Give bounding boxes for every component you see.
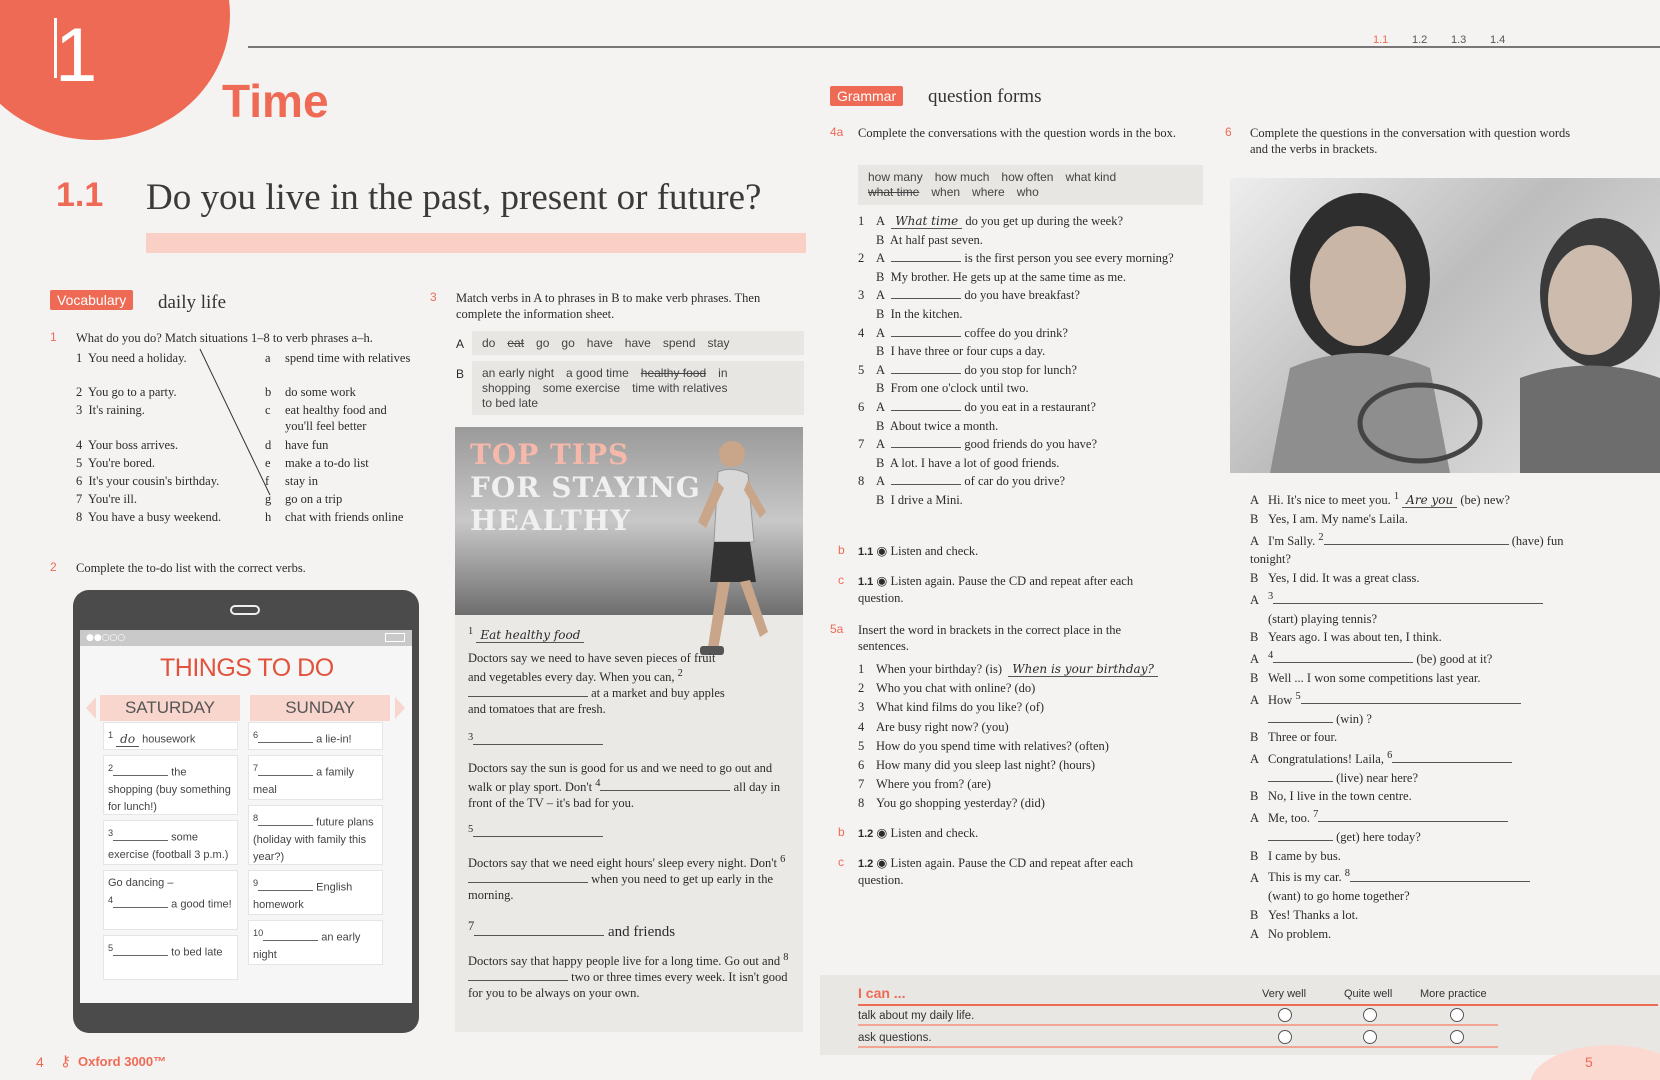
vocabulary-tag: Vocabulary <box>50 290 133 310</box>
conversation-item: 3 A do you have breakfast? <box>858 288 1080 303</box>
ex4a-items <box>858 212 1198 510</box>
dialogue-line: A How $^5$ (win) ? <box>1250 688 1580 729</box>
battery-icon <box>385 633 405 642</box>
word-box-a: do eat go go have have spend stay <box>472 331 804 355</box>
conversation-reply: B My brother. He gets up at the same time as me. <box>876 269 1126 284</box>
radio-more-practice[interactable] <box>1450 1030 1464 1044</box>
ex3-instruction: Match verbs in A to phrases in B to make verb phrases. Then complete the information sheet. <box>456 291 761 321</box>
todo-cell[interactable]: $^8$ future plans (holiday with family this year?) <box>248 805 383 865</box>
ex5b-text: 1.2 ◉ Listen and check. <box>858 826 979 840</box>
radio-quite-well[interactable] <box>1363 1030 1377 1044</box>
dialogue-line: B No, I live in the town centre. <box>1250 789 1412 804</box>
sentence-item: 8 You go shopping yesterday? (did) <box>858 796 1045 811</box>
key-icon: ⚷ <box>60 1053 71 1070</box>
situation-item: 6 It's your cousin's birthday. <box>76 474 220 488</box>
radio-more-practice[interactable] <box>1450 1008 1464 1022</box>
phrase-item: d have fun <box>265 438 329 452</box>
todo-cell[interactable]: $^9$ English homework <box>248 870 383 915</box>
situation-item: 5 You're bored. <box>76 456 155 470</box>
match-line <box>195 345 275 505</box>
dialogue-line: B I came by bus. <box>1250 848 1341 863</box>
nav-1-4[interactable]: 1.4 <box>1490 34 1506 46</box>
dialogue-line: A $^4$ (be) good at it? <box>1250 650 1493 667</box>
question-word-box: how many how much how often what kind what time when where who <box>858 165 1203 205</box>
sentence-item: 3 What kind films do you like? (of) <box>858 700 1045 715</box>
ex4c-number: c <box>838 573 844 587</box>
ex4a-number: 4a <box>830 125 844 139</box>
box-b-label: B <box>456 367 465 381</box>
conversation-reply: B I drive a Mini. <box>876 492 963 507</box>
conversation-reply: B I have three or four cups a day. <box>876 344 1046 359</box>
ex5c-number: c <box>838 855 844 869</box>
todo-title: THINGS TO DO <box>160 654 334 682</box>
grammar-title: question forms <box>928 86 1042 107</box>
signal-icon: ●●○○○ <box>86 633 126 643</box>
radio-very-well[interactable] <box>1278 1030 1292 1044</box>
lesson-title: Do you live in the past, present or future? <box>146 177 762 218</box>
todo-cell[interactable]: $^{10}$ an early night <box>248 920 383 965</box>
ican-col-very-well: Very well <box>1262 988 1307 1000</box>
ican-row: talk about my daily life. <box>858 1010 1498 1026</box>
tip-5-heading: 5 <box>468 822 603 841</box>
tablet-status-bar <box>80 630 412 646</box>
dialogue-line: B Yes, I did. It was a great class. <box>1250 571 1420 586</box>
sentence-item: 1 When your birthday? (is) When is your birthday? <box>858 660 1208 679</box>
dialogue-line: B Years ago. I was about ten, I think. <box>1250 630 1442 645</box>
lesson-band <box>146 233 806 253</box>
todo-cell[interactable]: $^2$ the shopping (buy something for lunch!) <box>103 755 238 815</box>
ex5a-number: 5a <box>830 622 844 636</box>
ex4b-number: b <box>838 543 845 557</box>
tips-title: TOP TIPS FOR STAYING HEALTHY <box>470 438 701 537</box>
ex2-instruction: Complete the to-do list with the correct verbs. <box>76 561 306 575</box>
dialogue-line: B Yes, I am. My name's Laila. <box>1250 511 1408 526</box>
ex1-number: 1 <box>50 330 57 344</box>
ican-rule <box>858 1004 1658 1006</box>
page-number-right: 5 <box>1585 1054 1593 1070</box>
todo-cell[interactable]: $^7$ a family meal <box>248 755 383 800</box>
word-box-b: an early night a good time healthy food in shopping some exercise time with relatives to bed late <box>472 361 804 415</box>
dialogue-line: A Me, too. $^7$ (get) here today? <box>1250 806 1580 847</box>
todo-day-saturday: SATURDAY <box>100 695 240 721</box>
tip-7-heading: $^7$ and friends <box>468 919 676 940</box>
situation-item: 4 Your boss arrives. <box>76 438 179 452</box>
todo-cell[interactable]: $^1$ do housework <box>103 722 238 750</box>
sentence-item: 7 Where you from? (are) <box>858 777 991 792</box>
conversation-item: 8 A of car do you drive? <box>858 474 1066 489</box>
dialogue-line: B Yes! Thanks a lot. <box>1250 908 1359 923</box>
phrase-item: g go on a trip <box>265 492 343 506</box>
ican-col-quite-well: Quite well <box>1344 988 1393 1000</box>
ex6-conversation <box>1250 488 1580 943</box>
sentence-item: 6 How many did you sleep last night? (hours) <box>858 758 1096 773</box>
phrase-item: f stay in <box>265 474 318 488</box>
dialogue-line: B Three or four. <box>1250 730 1338 745</box>
conversation-reply: B A lot. I have a lot of good friends. <box>876 455 1060 470</box>
top-rule <box>248 46 1660 48</box>
unit-circle <box>0 0 230 140</box>
conversation-item: 2 A is the first person you see every morning? <box>858 251 1174 266</box>
radio-quite-well[interactable] <box>1363 1008 1377 1022</box>
ex6-instruction: Complete the questions in the conversation with question words and the verbs in brackets. <box>1250 126 1571 156</box>
conversation-reply: B About twice a month. <box>876 418 999 433</box>
oxford-3000-logo: Oxford 3000™ <box>78 1054 167 1069</box>
dialogue-line: B Well ... I won some competitions last year. <box>1250 670 1481 685</box>
dialogue-line: A No problem. <box>1250 926 1332 941</box>
ex5a-items <box>858 660 1208 814</box>
dialogue-line: A This is my car. $^8$ (want) to go home together? <box>1250 865 1580 906</box>
situation-item: 8 You have a busy weekend. <box>76 510 222 524</box>
page-number-left: 4 <box>36 1054 44 1070</box>
dialogue-line: A $^3$ (start) playing tennis? <box>1250 588 1580 629</box>
sentence-item: 2 Who you chat with online? (do) <box>858 681 1036 696</box>
ex5c-text: 1.2 ◉ Listen again. Pause the CD and repeat after each question. <box>858 856 1134 887</box>
situation-item: 3 It's raining. <box>76 403 145 417</box>
audio-icon[interactable]: ◉ <box>876 574 888 588</box>
ex3-number: 3 <box>430 290 437 304</box>
tip-3-body: Doctors say the sun is good for us and we need to go out and walk or play sport. Don't $^4$ all day in front of the TV – it's bad for you. <box>468 761 781 811</box>
todo-cell[interactable]: $^3$ some exercise (football 3 p.m.) <box>103 820 238 865</box>
ex2-number: 2 <box>50 560 57 574</box>
sentence-item: 4 Are busy right now? (you) <box>858 719 1009 734</box>
nav-1-1[interactable]: 1.1 <box>1373 34 1389 46</box>
conversation-reply: B From one o'clock until two. <box>876 381 1029 396</box>
phrases-list <box>265 350 415 525</box>
prev-arrow-icon[interactable] <box>86 697 96 719</box>
ican-row: ask questions. <box>858 1032 1498 1048</box>
conversation-item: 7 A good friends do you have? <box>858 437 1098 452</box>
ex6-number: 6 <box>1225 125 1232 139</box>
ex4c-text: 1.1 ◉ Listen again. Pause the CD and repeat after each question. <box>858 574 1134 605</box>
ex1-instruction: What do you do? Match situations 1–8 to verb phrases a–h. <box>76 331 373 345</box>
conversation-item: 1 A What time do you get up during the week? <box>858 214 1124 228</box>
phrase-item: e make a to-do list <box>265 456 369 470</box>
nav-1-3[interactable]: 1.3 <box>1451 34 1467 46</box>
conversation-item: 5 A do you stop for lunch? <box>858 362 1077 377</box>
tip-3-heading: 3 <box>468 730 603 749</box>
lesson-number: 1.1 <box>56 176 104 214</box>
runner-figure-icon <box>690 432 770 687</box>
box-a-label: A <box>456 337 465 351</box>
tip-7-body: Doctors say that happy people live for a long time. Go out and $^8$ two or three times every week. It isn't good for you to be always on your own. <box>468 952 789 1001</box>
phrase-item: a spend time with relatives <box>265 351 411 365</box>
todo-cell[interactable]: $^5$ to bed late <box>103 935 238 980</box>
women-photo <box>1230 178 1660 473</box>
sentence-item: 5 How do you spend time with relatives? (often) <box>858 738 1109 753</box>
phrase-item: h chat with friends online <box>265 510 404 524</box>
phrase-item: b do some work <box>265 385 356 399</box>
nav-1-2[interactable]: 1.2 <box>1412 34 1428 46</box>
todo-cell[interactable]: $^6$ a lie-in! <box>248 722 383 750</box>
audio-icon[interactable]: ◉ <box>876 856 888 870</box>
conversation-item: 4 A coffee do you drink? <box>858 325 1068 340</box>
conversation-item: 6 A do you eat in a restaurant? <box>858 399 1096 414</box>
situation-item: 7 You're ill. <box>76 492 137 506</box>
situation-item: 1 You need a holiday. <box>76 351 187 365</box>
tip-1-heading: $^1$ Eat healthy food <box>468 624 584 643</box>
todo-cell[interactable]: Go dancing – $^4$ a good time! <box>103 870 238 930</box>
situation-item: 2 You go to a party. <box>76 385 177 399</box>
tablet-speaker <box>230 605 260 615</box>
ican-title: I can ... <box>858 985 906 1001</box>
audio-icon[interactable]: ◉ <box>876 544 888 558</box>
ex4a-instruction: Complete the conversations with the question words in the box. <box>858 126 1177 140</box>
dialogue-line: A Congratulations! Laila, $^6$ (live) near here? <box>1250 747 1580 788</box>
unit-number: 1 <box>55 13 98 98</box>
vocabulary-title: daily life <box>158 292 227 313</box>
next-arrow-icon[interactable] <box>395 697 405 719</box>
grammar-tag: Grammar <box>830 86 903 106</box>
tip-5-body: Doctors say that we need eight hours' sleep every night. Don't $^6$ when you need to get up early in the morning. <box>468 854 786 903</box>
unit-title: Time <box>222 75 329 127</box>
audio-icon[interactable]: ◉ <box>876 826 888 840</box>
tip-1-body: Doctors say we need to have seven pieces of fruit and vegetables every day. When you can, $^2$ at a market and buy apples and tomatoes that are fresh. <box>468 651 725 717</box>
conversation-reply: B At half past seven. <box>876 232 983 247</box>
dialogue-line: A Hi. It's nice to meet you. $^1$ Are you (be) new? <box>1250 491 1510 508</box>
ex5b-number: b <box>838 825 845 839</box>
ex4b-text: 1.1 ◉ Listen and check. <box>858 544 979 558</box>
ican-col-more-practice: More practice <box>1420 988 1487 1000</box>
radio-very-well[interactable] <box>1278 1008 1292 1022</box>
dialogue-line: A I'm Sally. $^2$ (have) fun tonight? <box>1250 531 1564 567</box>
phrase-item: c eat healthy food and you'll feel better <box>265 403 387 433</box>
conversation-reply: B In the kitchen. <box>876 306 963 321</box>
todo-day-sunday: SUNDAY <box>250 695 390 721</box>
ex5a-instruction: Insert the word in brackets in the correct place in the sentences. <box>858 623 1122 653</box>
